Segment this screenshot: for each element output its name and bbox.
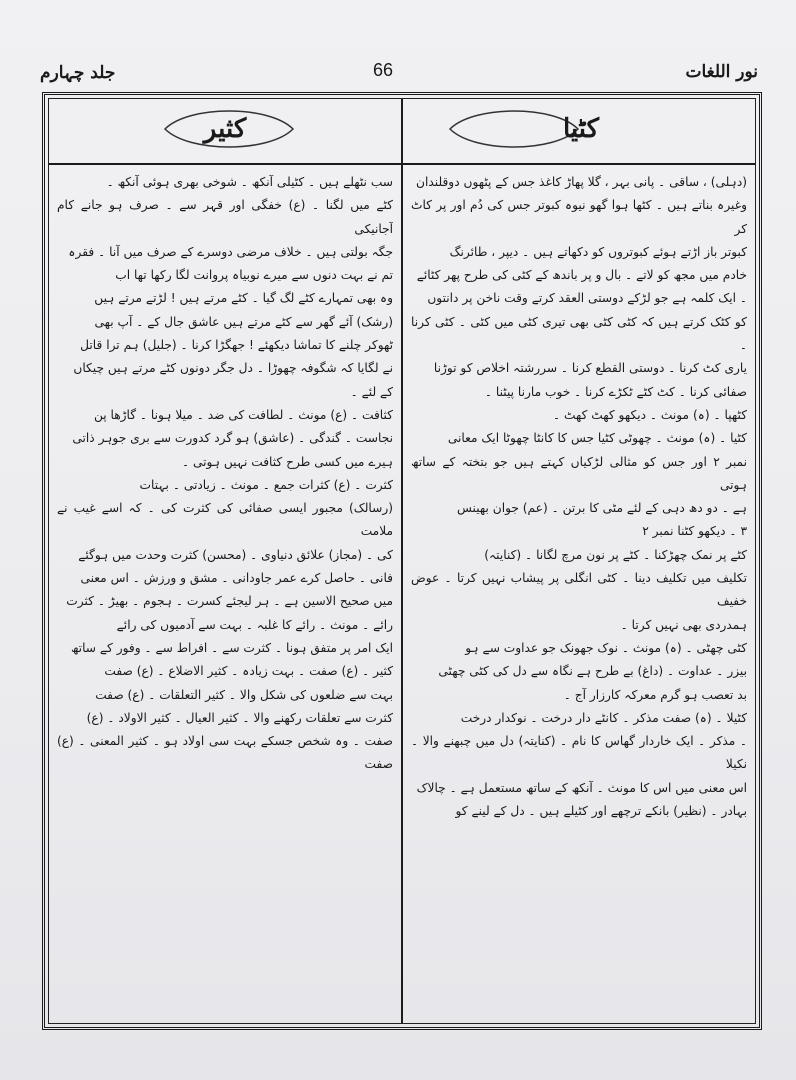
text-line: تم نے بہت دنوں سے میرے نوبیاہ پروانت لگا رکھا تھا اب: [115, 268, 393, 283]
text-line: وہ بھی تمہارے کٹے لگ گیا ۔ کٹے مرتے ہیں ! لڑتے مرتے ہیں: [94, 291, 393, 306]
text-line: کٹے پر نمک چھڑکنا ۔ کٹے پر نون مرچ لگانا ۔ (کنایتہ): [484, 547, 747, 562]
text-line: کی ۔ (مجاز) علائق دنیاوی ۔ (محسن) کثرت وحدت میں ہوگئے: [78, 547, 393, 562]
left-column-heading: کثیر: [203, 114, 247, 144]
text-line: ہیرے میں کسی طرح کثافت نہیں ہوتی ۔: [181, 454, 393, 469]
text-line: یاری کٹ کرنا ۔ دوستی القطع کرنا ۔ سررشتہ اخلاص کو توڑنا: [433, 361, 747, 376]
text-line: میں صحیح الاسین ہے ۔ ہر لیجئے کسرت ۔ ہجوم ۔ بھیڑ ۔ کثرت: [66, 594, 393, 609]
text-line: نجاست ۔ گندگی ۔ (عاشق) ہو گرد کدورت سے بری جوہر ذاتی: [72, 431, 393, 446]
text-line: بہادر ۔ (نظیر) بانکے ترچھے اور کٹیلے ہیں ۔ دل کے لینے کو: [455, 804, 747, 819]
text-line: بیزر ۔ عداوت ۔ (داغ) بے طرح ہے نگاہ سے دل کی کٹی چھٹی: [438, 664, 747, 679]
page-frame: [42, 92, 762, 1030]
text-line: سب نٹھلے ہیں ۔ کٹیلی آنکھ ۔ شوخی بھری ہوئی آنکھ ۔: [106, 175, 393, 189]
page-number: 66: [373, 60, 394, 80]
volume-label: جلد چہارم: [40, 63, 116, 83]
text-line: ہمدردی بھی نہیں کرتا ۔: [620, 617, 747, 632]
text-line: نے لگایا کہ شگوفہ چھوڑا ۔ دل جگر دونوں کٹے مرتے ہیں چیکاں: [73, 361, 393, 376]
left-column-text: [57, 171, 393, 1017]
text-line: ہے ۔ دو دھ دہی کے لئے مٹی کا برتن ۔ (عم) جوان بھینس: [456, 501, 747, 516]
text-line: (رسالک) مجبور ایسی صفائی کی کثرت کی ۔ کہ اسے غیب نے ملامت: [57, 501, 393, 539]
text-line: بہت سے ضلعوں کی شکل والا ۔ کثیر التعلقات ۔ (ع) صفت: [95, 687, 393, 702]
column-divider: [401, 99, 403, 1023]
text-line: کٹے میں لگنا ۔ (ع) خفگی اور قہر سے ۔ صرف ہو جانے کام آجانیکی: [57, 198, 393, 236]
text-line: اس معنی میں اس کا مونث ۔ آنکھ کے ساتھ مستعمل ہے ۔ چالاک: [416, 780, 747, 795]
text-line: کے لئے ۔: [350, 384, 393, 399]
text-line: کثرت سے تعلقات رکھنے والا ۔ کثیر العیال ۔ کثیر الاولاد ۔ (ع): [86, 710, 393, 725]
text-line: جگہ بولتی ہیں ۔ خلاف مرضی دوسرے کے صرف میں آنا ۔ فقرہ: [68, 244, 393, 259]
text-line: بد تعصب ہو گرم معرکہ کارزار آج ۔: [563, 687, 747, 702]
text-line: کبوتر باز اڑتے ہوئے کبوتروں کو دکھاتے ہیں ۔ دیپر ، طائرنگ: [449, 244, 747, 259]
text-line: ایک امر پر متفق ہونا ۔ کثرت سے ۔ افراط سے ۔ وفور کے ساتھ: [70, 640, 393, 655]
text-line: (رشک) آئے گھر سے کٹے مرتے ہیں عاشق جال کے ۔ آپ بھی: [94, 314, 393, 329]
text-line: کثیر ۔ (ع) صفت ۔ بہت زیادہ ۔ کثیر الاضلاع ۔ (ع) صفت: [104, 664, 393, 679]
text-line: صفائی کرنا ۔ کٹ کٹے ٹکڑے کرنا ۔ خوب مارنا پیٹنا ۔: [484, 384, 747, 399]
text-line: کٹھپا ۔ (ہ) مونث ۔ دیکھو کھٹ کھٹ ۔: [553, 407, 747, 422]
text-line: رائے ۔ مونث ۔ رائے کا غلبہ ۔ بہت سے آدمیوں کی رائے: [116, 617, 393, 632]
right-column-text: [411, 171, 747, 1017]
text-line: (دہلی) ، ساقی ۔ پانی بہر ، گلا پھاڑ کاغذ جس کے پٹھوں دوقلندان: [416, 175, 747, 189]
text-line: کٹیا ۔ (ہ) مونث ۔ چھوٹی کٹیا جس کا کانٹا چھوٹا ایک معانی: [447, 431, 747, 446]
text-line: کٹیلا ۔ (ہ) صفت مذکر ۔ کانٹے دار درخت ۔ نوکدار درخت: [460, 710, 747, 725]
text-line: صفت ۔ وہ شخص جسکے بہت سی اولاد ہو ۔ کثیر المعنی ۔ (ع) صفت: [57, 734, 393, 772]
text-line: وغیرہ بناتے ہیں ۔ کٹھا ہوا گھو نیوہ کبوتر جس کی دُم اور پر کاٹ کر: [411, 198, 747, 236]
text-line: ۔ ایک کلمہ ہے جو لڑکے دوستی العقد کرتے وقت ناخن پر دانتوں: [427, 291, 747, 306]
text-line: خادم میں مجھ کو لاتے ۔ بال و پر باندھ کے کٹی کی طرح پھر کٹائے: [416, 268, 747, 283]
inner-frame: [48, 98, 756, 1024]
text-line: نمبر ۲ اور جس کو مثالی لڑکیاں کہتے ہیں جو بتختہ کے ساتھ ہوتی: [411, 454, 747, 492]
text-line: کٹی چھٹی ۔ (ہ) مونث ۔ نوک جھونک جو عداوت سے ہو: [465, 640, 747, 655]
text-line: کثرت ۔ (ع) کثرات جمع ۔ مونث ۔ زیادتی ۔ بہتات: [139, 477, 393, 492]
text-line: تکلیف میں تکلیف دینا ۔ کٹی انگلی پر پیشاب نہیں کرتا ۔ عوض خفیف: [411, 571, 747, 609]
text-line: ۳ ۔ دیکھو کٹنا نمبر ۲: [642, 524, 747, 539]
text-line: کو کٹک کرتے ہیں کہ کٹی کٹی بھی تیری کٹی میں کٹی ۔ کٹی کرنا ۔: [411, 314, 747, 353]
right-column-heading: کٹیا: [563, 114, 599, 144]
text-line: فانی ۔ حاصل کرے عمر جاودانی ۔ مشق و ورزش ۔ اس معنی: [80, 571, 393, 586]
text-line: ۔ مذکر ۔ ایک خاردار گھاس کا نام ۔ (کنایتہ) دل میں چبھنے والا ۔ نکیلا: [411, 734, 747, 772]
text-line: کثافت ۔ (ع) مونث ۔ لطافت کی ضد ۔ میلا ہونا ۔ گاڑھا پن: [93, 407, 393, 422]
book-title: نور اللغات: [685, 62, 758, 82]
text-line: ٹھوکر چلنے کا تماشا دیکھئے ! جھگڑا کرنا ۔ (جلیل) ہم ترا قاتل: [80, 338, 393, 353]
page-header: [0, 58, 796, 88]
